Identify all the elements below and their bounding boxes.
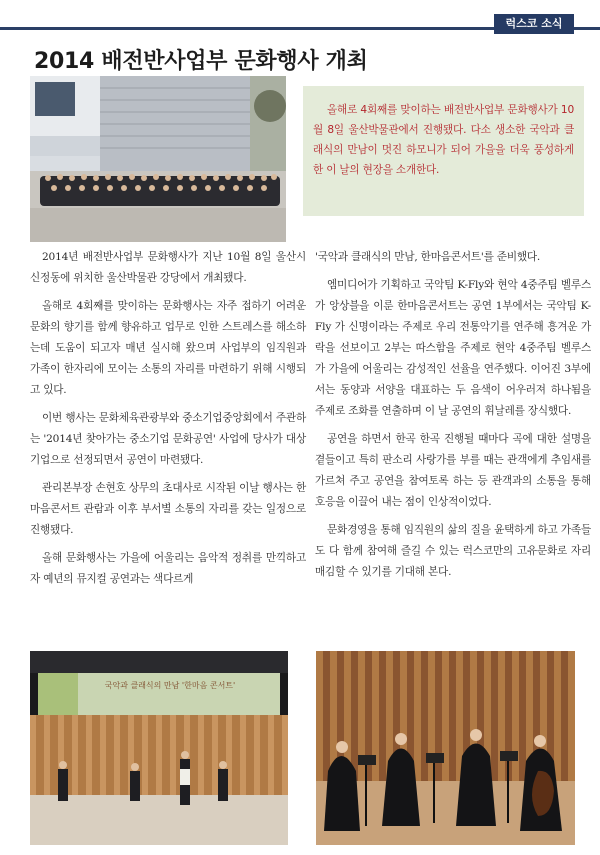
section-label: 럭스코 소식	[494, 14, 574, 34]
left-column	[30, 247, 306, 597]
paragraph: 올해로 4회째를 맞이하는 문화행사는 자주 접하기 어려운 문화의 향기를 함께 향유하고 업무로 인한 스트레스를 해소하는데 도움이 되고자 매년 실시해 왔으며 사업부의 임직원과 가족이 한자리에 모이는 소통의 자리를 마련하기 위해 시행되고 있다.	[30, 300, 306, 396]
paragraph: 올해 문화행사는 가을에 어울리는 음악적 정취를 만끽하고자 예년의 뮤지컬 공연과는 색다르게	[30, 552, 306, 585]
article-title: 2014 배전반사업부 문화행사 개최	[34, 49, 368, 74]
right-column	[315, 247, 591, 590]
paragraph: 2014년 배전반사업부 문화행사가 지난 10월 8일 울산시 신정동에 위치한 울산박물관 강당에서 개최됐다.	[30, 251, 306, 284]
paragraph: 엠미디어가 기획하고 국악팀 K-Fly와 현악 4중주팀 벨루스가 앙상블을 이룬 한마음콘서트는 공연 1부에서는 국악팀 K-Fly 가 신명이라는 주제로 우리 전통악기를 연주해 흥겨운 가락을 선보이고 2부는 따스함을 주제로 현악 4중주팀 벨루스가 가을에 어울리는 감성적인 선율을 연주했다. 이어진 3부에서는 동양과 서양을 대표하는 두 음색이 어우러져 하나됨을 주제로 조화를 연출하며 이 날 공연의 휘날레를 장식했다.	[315, 279, 591, 417]
paragraph: 이번 행사는 문화체육관광부와 중소기업중앙회에서 주관하는 '2014년 찾아가는 중소기업 문화공연' 사업에 당사가 대상기업으로 선정되면서 공연이 마련됐다.	[30, 412, 306, 466]
gugak-stage-photo	[30, 651, 288, 845]
paragraph: 문화경영을 통해 임직원의 삶의 질을 윤택하게 하고 가족들도 다 함께 참여해 즐길 수 있는 럭스코만의 고유문화로 자리매김할 수 있기를 기대해 본다.	[315, 524, 591, 578]
string-quartet-photo	[316, 651, 575, 845]
paragraph: '국악과 클래식의 만남, 한마음콘서트'를 준비했다.	[315, 251, 541, 263]
stage-banner-text: 국악과 클래식의 만남 '한마음 콘서트'	[104, 681, 236, 690]
paragraph: 관리본부장 손현호 상무의 초대사로 시작된 이날 행사는 한마음콘서트 관람과 이후 부서별 소통의 자리를 갖는 일정으로 진행됐다.	[30, 482, 306, 536]
group-photo	[30, 76, 286, 242]
paragraph: 공연을 하면서 한곡 한곡 진행될 때마다 곡에 대한 설명을 곁들이고 특히 판소리 사랑가를 부를 때는 관객에게 추임새를 가르쳐 주고 공연을 참여토록 하는 등 관객과의 소통을 통해 호응을 이끌어 내는 점이 인상적이었다.	[315, 433, 591, 508]
intro-summary	[303, 86, 584, 216]
intro-text: 올해로 4회째를 맞이하는 배전반사업부 문화행사가 10월 8일 울산박물관에서 진행됐다. 다소 생소한 국악과 클래식의 만남이 멋진 하모니가 되어 가을을 더욱 풍성하게 한 이 날의 현장을 소개한다.	[313, 104, 574, 176]
